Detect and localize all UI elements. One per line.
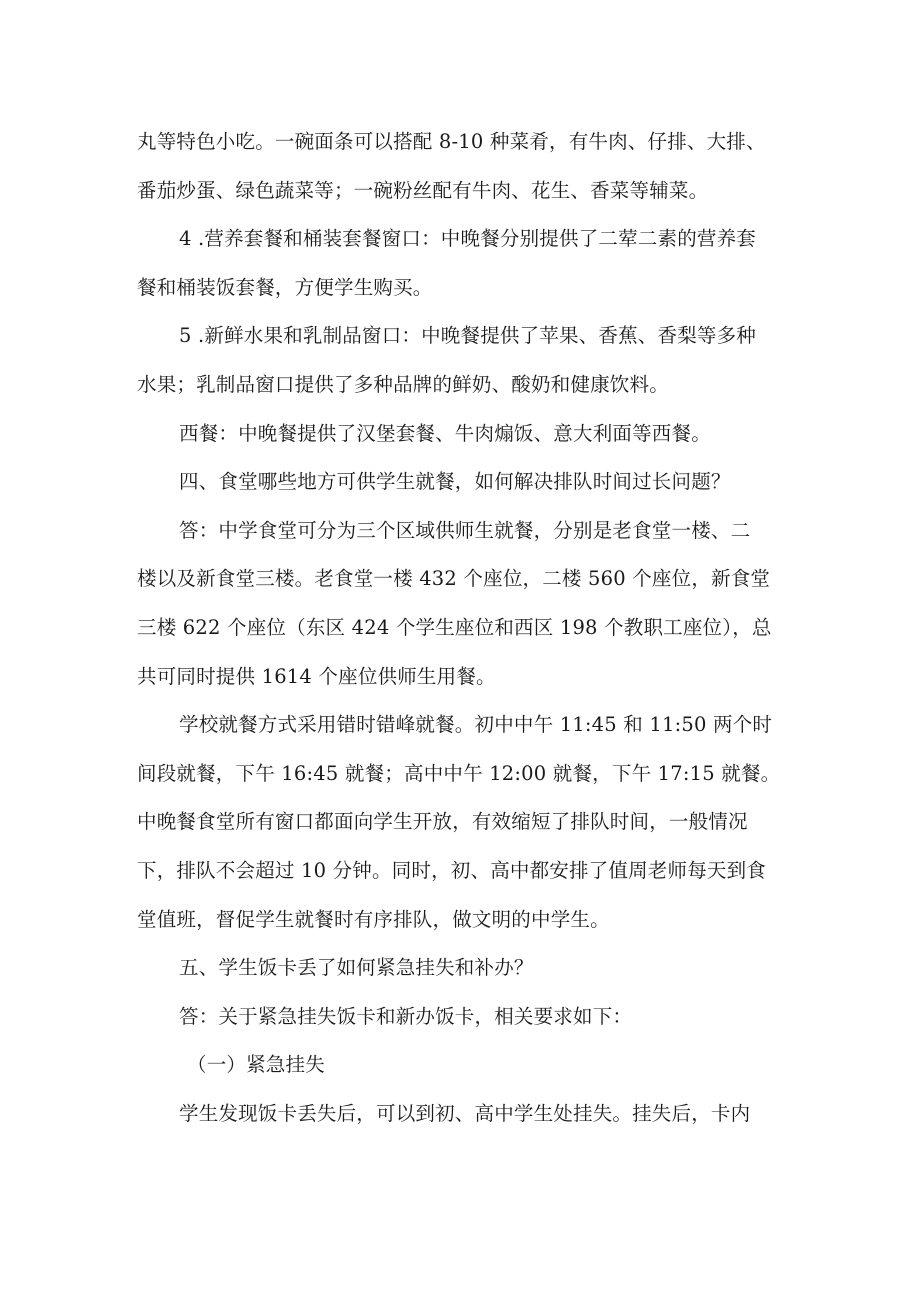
western-food-paragraph: 西餐：中晚餐提供了汉堡套餐、牛肉煽饭、意大利面等西餐。 <box>179 421 711 445</box>
paragraph-line: 餐和桶装饭套餐，方便学生购买。 <box>137 275 433 299</box>
section-heading-5: 五、学生饭卡丢了如何紧急挂失和补办？ <box>179 956 534 980</box>
paragraph-line: 番茄炒蛋、绿色蔬菜等；一碗粉丝配有牛肉、花生、香菜等辅菜。 <box>137 178 709 202</box>
schedule-paragraph: 学校就餐方式采用错时错峰就餐。初中中午 11:45 和 11:50 两个时 <box>179 713 773 737</box>
document-body <box>137 118 782 1138</box>
answer-paragraph: 答：中学食堂可分为三个区域供师生就餐，分别是老食堂一楼、二 <box>179 518 751 542</box>
paragraph-line: 学生发现饭卡丢失后，可以到初、高中学生处挂失。挂失后，卡内 <box>179 1101 751 1125</box>
paragraph-line: 共可同时提供 1614 个座位供师生用餐。 <box>137 664 496 688</box>
answer-paragraph: 答：关于紧急挂失饭卡和新办饭卡，相关要求如下： <box>179 1004 633 1028</box>
paragraph-line: 间段就餐，下午 16:45 就餐；高中中午 12:00 就餐，下午 17:15 就餐。 <box>137 761 781 785</box>
paragraph-line: 堂值班，督促学生就餐时有序排队，做文明的中学生。 <box>137 907 610 931</box>
paragraph-line: 楼以及新食堂三楼。老食堂一楼 432 个座位，二楼 560 个座位，新食堂 <box>137 567 771 591</box>
paragraph-line: 水果；乳制品窗口提供了多种品牌的鲜奶、酸奶和健康饮料。 <box>137 372 669 396</box>
list-item-5: 5 .新鲜水果和乳制品窗口：中晚餐提供了苹果、香蕉、香梨等多种 <box>179 324 757 348</box>
paragraph-line: 丸等特色小吃。一碗面条可以搭配 8-10 种菜肴，有牛肉、仔排、大排、 <box>137 130 766 153</box>
list-item-4: 4 .营养套餐和桶装套餐窗口：中晚餐分别提供了二荤二素的营养套 <box>179 227 757 251</box>
subheading-emergency-report: （一）紧急挂失 <box>187 1053 325 1077</box>
paragraph-line: 中晚餐食堂所有窗口都面向学生开放，有效缩短了排队时间，一般情况 <box>137 810 748 834</box>
section-heading-4: 四、食堂哪些地方可供学生就餐，如何解决排队时间过长问题？ <box>179 470 731 494</box>
paragraph-line: 下，排队不会超过 10 分钟。同时，初、高中都安排了值周老师每天到食 <box>137 858 767 882</box>
paragraph-line: 三楼 622 个座位（东区 424 个学生座位和西区 198 个教职工座位），总 <box>137 615 772 639</box>
